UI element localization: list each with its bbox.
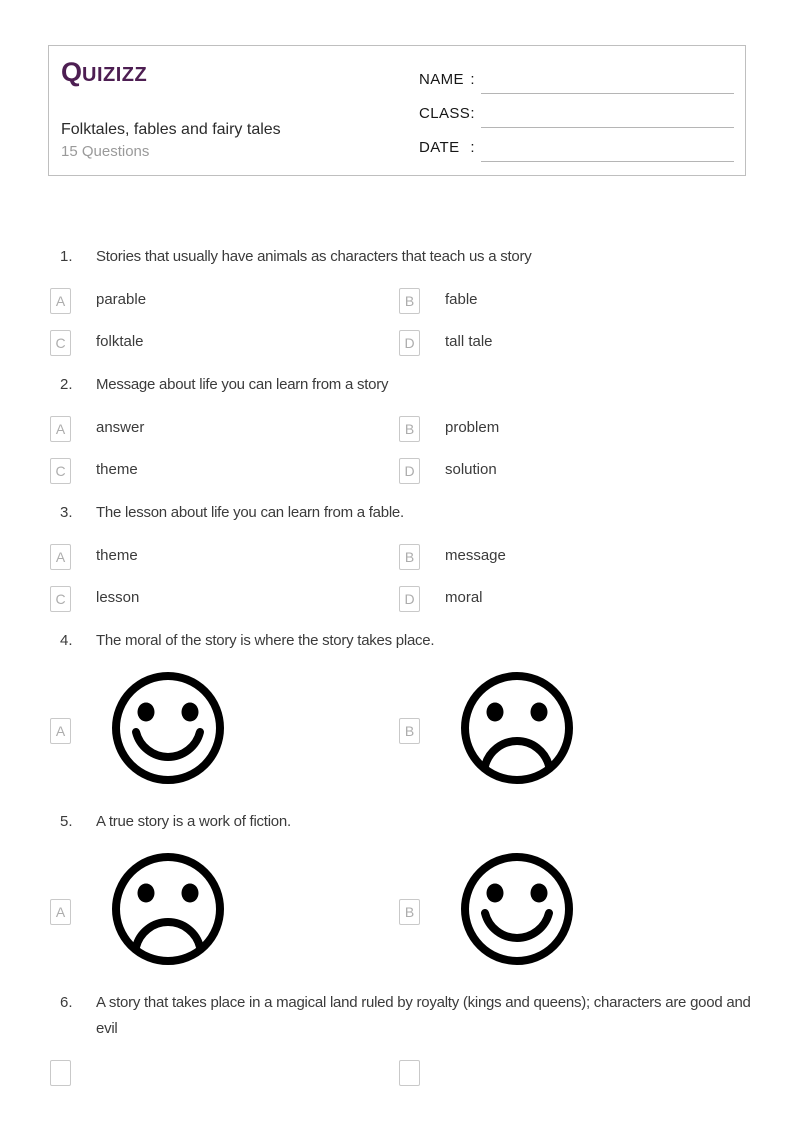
question-number: 3. (60, 504, 73, 521)
happy-face-icon (461, 853, 573, 965)
option-letter-box[interactable]: A (50, 899, 71, 925)
option-label: solution (445, 461, 497, 478)
date-fill-line[interactable] (481, 161, 734, 162)
option-letter-box[interactable]: D (399, 586, 420, 612)
option-label: lesson (96, 589, 140, 606)
quizizz-logo (61, 57, 147, 88)
quizizz-logo-q: Q (61, 57, 83, 87)
name-label-text: NAME (419, 71, 464, 88)
option-row (0, 288, 794, 314)
option-label: parable (96, 291, 147, 308)
question-number: 4. (60, 632, 73, 649)
question-text: A story that takes place in a magical land ruled by royalty (kings and queens); characters are good and evil (96, 994, 751, 1037)
question-text-row (0, 990, 794, 1042)
option-row (0, 586, 794, 612)
option-letter-box[interactable]: B (399, 288, 420, 314)
question-block (0, 500, 794, 612)
option-letter-box[interactable]: A (50, 718, 71, 744)
question-text: The moral of the story is where the story takes place. (96, 632, 435, 649)
date-field-row (419, 139, 734, 160)
option-label: theme (96, 461, 138, 478)
option-label: answer (96, 419, 145, 436)
option-row (0, 1060, 794, 1086)
option-letter-box[interactable]: B (399, 718, 420, 744)
question-count: 15 Questions (61, 143, 150, 160)
question-number: 6. (60, 994, 73, 1011)
question-text-row (0, 809, 794, 835)
date-field-label (419, 139, 475, 156)
option-letter-box[interactable]: C (50, 458, 71, 484)
happy-face-icon (112, 672, 224, 784)
option-letter-box[interactable]: B (399, 416, 420, 442)
question-text-row (0, 372, 794, 398)
question-list (0, 244, 794, 1102)
option-label: problem (445, 419, 500, 436)
name-field-label (419, 71, 475, 88)
name-fill-line[interactable] (481, 93, 734, 94)
class-label-colon: : (470, 105, 475, 122)
option-letter-box[interactable]: B (399, 899, 420, 925)
option-row (0, 458, 794, 484)
option-letter-box[interactable]: C (50, 330, 71, 356)
option-label: fable (445, 291, 478, 308)
name-field-row (419, 71, 734, 92)
question-block (0, 990, 794, 1086)
class-fill-line[interactable] (481, 127, 734, 128)
option-label: theme (96, 547, 138, 564)
option-letter-box[interactable]: A (50, 416, 71, 442)
sad-face-icon (112, 853, 224, 965)
question-block (0, 372, 794, 484)
question-block (0, 628, 794, 784)
question-text: A true story is a work of fiction. (96, 813, 291, 830)
option-letter-box[interactable]: D (399, 458, 420, 484)
face-option-row (0, 853, 794, 965)
worksheet-header (48, 45, 746, 176)
question-text: The lesson about life you can learn from a fable. (96, 504, 404, 521)
option-label: message (445, 547, 506, 564)
option-letter-box[interactable]: A (50, 288, 71, 314)
sad-face-icon (461, 672, 573, 784)
question-text: Message about life you can learn from a story (96, 376, 389, 393)
option-letter-box[interactable]: B (399, 544, 420, 570)
question-block (0, 244, 794, 356)
option-letter-box[interactable] (399, 1060, 420, 1086)
option-label: moral (445, 589, 483, 606)
quizizz-logo-rest: UIZIZZ (82, 64, 148, 86)
option-letter-box[interactable]: A (50, 544, 71, 570)
option-label: tall tale (445, 333, 493, 350)
option-row (0, 416, 794, 442)
name-label-colon: : (470, 71, 475, 88)
option-row (0, 330, 794, 356)
option-letter-box[interactable]: D (399, 330, 420, 356)
class-label-text: CLASS (419, 105, 471, 122)
question-text-row (0, 628, 794, 654)
date-label-text: DATE (419, 139, 460, 156)
face-option-row (0, 672, 794, 784)
worksheet-title: Folktales, fables and fairy tales (61, 121, 281, 138)
option-row (0, 544, 794, 570)
question-text: Stories that usually have animals as characters that teach us a story (96, 248, 532, 265)
question-block (0, 809, 794, 965)
question-text-row (0, 500, 794, 526)
class-field-row (419, 105, 734, 126)
question-text-row (0, 244, 794, 270)
question-number: 5. (60, 813, 73, 830)
question-number: 1. (60, 248, 73, 265)
class-field-label (419, 105, 475, 122)
date-label-colon: : (470, 139, 475, 156)
option-letter-box[interactable] (50, 1060, 71, 1086)
option-label: folktale (96, 333, 144, 350)
option-letter-box[interactable]: C (50, 586, 71, 612)
question-number: 2. (60, 376, 73, 393)
